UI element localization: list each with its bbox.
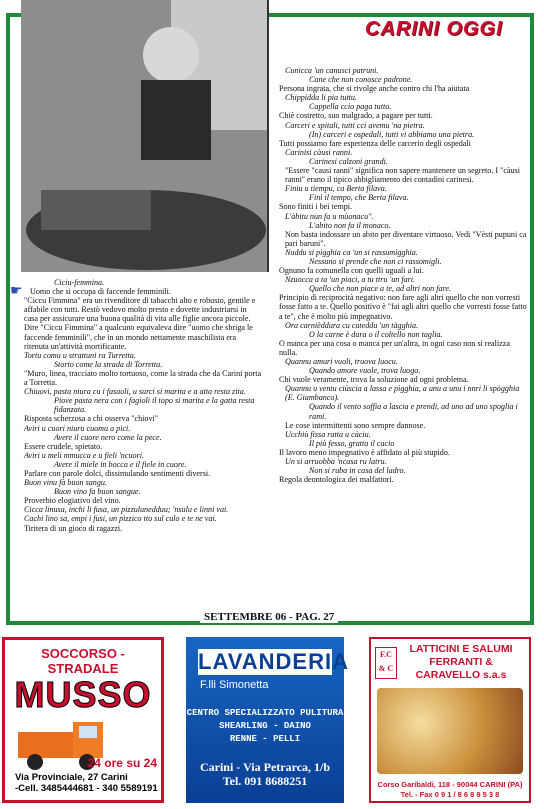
ad-lavanderia-owner: F.lli Simonetta — [200, 679, 269, 691]
left-col-paragraph: Avere il miele in bocca e il fiele in cuore. — [54, 459, 187, 469]
ad-lavanderia-l1: CENTRO SPECIALIZZATO PULITURA — [186, 708, 344, 718]
ad-latticini-logo: F.C & C — [375, 647, 397, 679]
left-col-paragraph: Proverbio elogiativo del vino. — [24, 496, 121, 506]
right-col-paragraph: Quando il vento soffia a lascia e prendi, ad uno ad uno spoglia i rami. — [309, 402, 518, 421]
right-col-paragraph: Chiè costretto, suo malgrado, a pagare per tutti. — [279, 111, 433, 121]
left-column — [24, 278, 262, 533]
photo-illustration — [21, 0, 267, 272]
right-col-paragraph: Ucchiù fissa ratta u càciu. — [285, 429, 371, 439]
right-col-paragraph: (In) carceri e ospedali, tutti vi abbiamo una pietra. — [309, 129, 475, 139]
ad-latticini-title — [397, 643, 525, 682]
ad-lavanderia[interactable] — [186, 637, 349, 803]
right-col-paragraph: Ora carnièddura cu cuteddu 'un tàgghia. — [285, 320, 419, 330]
left-col-paragraph: "Muro, linea, tracciato molto tortuoso, come la strada che da Carini porta a Torretta. — [24, 368, 262, 388]
right-col-paragraph: Non basta indossare un abito per diventare virtuoso. Vedi "Vèsti pupuni ca pari baruni". — [285, 229, 527, 248]
page-footer: SETTEMBRE 06 - PAG. 27 — [200, 611, 338, 623]
ad-latticini-tel: Tel. - Fax 0 9 1 / 8 6 8 9 5 3 8 — [400, 790, 500, 799]
left-col-paragraph: Avere il cuore nero come la pece. — [54, 432, 162, 442]
ad-lavanderia-addr: Carini - Via Petrarca, 1/b — [199, 760, 331, 774]
left-col-paragraph: Risposta scherzosa a chi osserva "chiovi" — [24, 414, 159, 424]
right-col-paragraph: Principio di reciprocità negativo: non fare agli altri quello che non vorresti fosse fatto a te. Quello positivo è "fai agli altri quello che vorresti fosse fatto a te", che è molto più impegnativo. — [279, 293, 527, 321]
left-col-paragraph: Piove pasta nera con i fagioli il topo si marita e la gatta resta fidanzata. — [54, 396, 255, 415]
right-col-paragraph: Finiu u tiempu, ca Berta filava. — [285, 184, 387, 194]
right-col-paragraph: Non si ruba in casa del ladro. — [309, 466, 406, 476]
left-col-paragraph: Parlare con parole dolci, dissimulando sentimenti diversi. — [24, 468, 211, 478]
right-col-paragraph: L'àbitu nun fa u mùonacu". — [285, 211, 374, 221]
right-column — [279, 66, 529, 484]
right-col-paragraph: Ognuno fa comunella con quelli uguali a lui. — [279, 266, 424, 276]
right-col-paragraph: Carceri e spitali, tutti cci avemu 'na pietra. — [285, 120, 425, 130]
right-col-paragraph: Il lavoro meno impegnativo è affidato al più stupido. — [279, 447, 450, 457]
left-col-paragraph: "Ciccu Fimmina" era un rivenditore di tabacchi alto e robusto, gentile e affabile con tutti. Restò vedovo molto presto e dovette industriarsi in casa per assicurare una buona qualità di vita alle figlie ancora piccole. Dire "Ciccu Fimmina" a qualcuno equivaleva dire "uomo che sbriga le faccende femminili", che in un mondo nettamente maschilista era ritenuta un'attività mortificante. — [24, 296, 256, 351]
right-col-paragraph: Cane che non conosce padrone. — [309, 75, 413, 85]
right-col-paragraph: Cappella ccio paga tutto. — [309, 102, 392, 112]
right-col-paragraph: Un si arruobba 'ncasa ru latru. — [285, 457, 387, 467]
left-col-paragraph: Chiuovi, pasta niura cu i fasuoli, u surci si marita e a atta resta zita. — [24, 387, 246, 397]
right-col-paragraph: O manca per una cosa o manca per un'altra, in ogni caso non si realizza nulla. — [279, 338, 510, 357]
ad-musso-line1: SOCCORSO - STRADALE — [41, 646, 125, 676]
left-col-paragraph: Cicca linusa, inchi li fusa, un pizzulunedduu; 'nsulu e linni vai. — [24, 505, 229, 515]
right-col-paragraph: Regola deontologica dei malfattori. — [279, 475, 394, 485]
ad-lavanderia-brand: LAVANDERIA — [198, 649, 349, 674]
left-col-paragraph: Aviri u cuori niuru cuomu a pici. — [24, 423, 131, 433]
ad-lavanderia-address — [186, 760, 344, 788]
pointing-hand-icon: ☛ — [10, 284, 23, 299]
right-col-paragraph: Persona ingrata, che si rivolge anche contro chi l'ha aiutata — [279, 84, 470, 94]
right-col-paragraph: Quello che non piace a te, ad altri non fare. — [309, 284, 451, 294]
ad-musso-addr2: -Cell. 3485444681 - 340 5589191 — [15, 783, 158, 794]
left-col-paragraph: Buon vino fa buon sangue. — [54, 487, 141, 497]
ad-lavanderia-tel: Tel. 091 8688251 — [222, 774, 308, 788]
ad-lavanderia-services — [186, 707, 344, 746]
right-col-paragraph: Nzuocca a ta 'un piaci, a tu ttru 'un fari. — [285, 275, 416, 285]
right-col-paragraph: O la carne è dura o il coltello non taglia. — [309, 329, 443, 339]
magazine-title: CARINI OGGI — [365, 18, 503, 40]
ad-musso-addr1: Via Provinciale, 27 Carini — [15, 772, 128, 783]
ad-latticini-title1: LATTICINI E SALUMI — [409, 643, 513, 655]
right-col-paragraph: Carinisi càusi ranni. — [285, 147, 353, 157]
left-col-paragraph: Essere crudele, spietato. — [24, 441, 103, 451]
ad-latticini-title2: FERRANTI & CARAVELLO s.a.s — [415, 656, 507, 681]
left-col-paragraph: Cachi lino sa, empi i fusi, un pizzico tto sul culo e te ne vai. — [24, 514, 217, 524]
cheese-image — [377, 688, 523, 774]
right-col-paragraph: Tutti possiamo fare esperienza delle carcerio degli ospedali — [279, 138, 471, 148]
ad-musso[interactable] — [2, 637, 164, 803]
right-col-paragraph: Nessuno si prende che non ci rassomigli. — [309, 256, 442, 266]
right-col-paragraph: Nuddu si pìgghia ca 'un si rassumìgghia. — [285, 247, 418, 257]
right-col-paragraph: Carinesi calzoni grandi. — [309, 156, 388, 166]
right-col-paragraph: L'abito non fa il monaco. — [309, 220, 391, 230]
left-col-paragraph: Tiritera di un gioco di ragazzi. — [24, 523, 123, 533]
left-col-paragraph: Uomo che si occupa di faccende femminili. — [30, 287, 171, 297]
right-col-paragraph: Quannu u ventu ciùscia a lassa e pìgghia, a unu a unu i nnri li spògghia (E. Giambanco). — [285, 384, 520, 403]
ad-latticini-header — [371, 639, 529, 686]
ad-musso-name: MUSSO — [14, 674, 152, 715]
right-col-paragraph: Cunicca 'un canusci patruni. — [285, 66, 379, 75]
left-col-paragraph: Storto come la strada di Torretta. — [54, 359, 163, 369]
ad-latticini-addr: Corso Garibaldi, 118 - 90044 CARINI (PA) — [377, 780, 523, 789]
ad-musso-address — [15, 772, 158, 794]
ad-musso-badge: 24 ore su 24 — [87, 756, 157, 770]
right-col-paragraph: Sono finiti i bei tempi. — [279, 202, 353, 212]
ad-lavanderia-l3: RENNE - PELLI — [229, 734, 301, 744]
left-col-paragraph: Tortu comu u strattuni ra Turretta. — [24, 350, 136, 360]
right-col-paragraph: Chi vuole veramente, trova la soluzione ad ogni problema. — [279, 375, 469, 385]
cobbler-photo — [21, 0, 269, 272]
ad-latticini[interactable] — [369, 637, 531, 803]
right-col-paragraph: Chippidda li pia tuttu. — [285, 93, 357, 103]
ad-lavanderia-l2: SHEARLING - DAINO — [219, 721, 311, 731]
left-col-paragraph: Aviri u meli mmucca e u fieli 'ncuori. — [24, 450, 144, 460]
left-col-paragraph: Buon vinu fà buon sangu. — [24, 478, 107, 488]
right-col-paragraph: Finì il tempo, che Berta filava. — [309, 193, 409, 203]
right-col-paragraph: "Essere "causi ranni" significa non sapere mantenere un segreto. I "càusi ranni" erano il tipico abbigliamento dei contadini carinesi. — [285, 166, 521, 185]
right-col-paragraph: Quando amore vuole, trova luogo. — [309, 366, 421, 376]
right-col-paragraph: Le cose intermittenti sono sempre dannose. — [285, 420, 426, 430]
right-col-paragraph: Il più fesso, gratta il cacio — [309, 438, 395, 448]
left-col-paragraph: Ciciu-femmina. — [54, 278, 105, 287]
ad-latticini-address — [371, 780, 529, 800]
right-col-paragraph: Quannu amuri vuoli, truova luocu. — [285, 357, 398, 366]
